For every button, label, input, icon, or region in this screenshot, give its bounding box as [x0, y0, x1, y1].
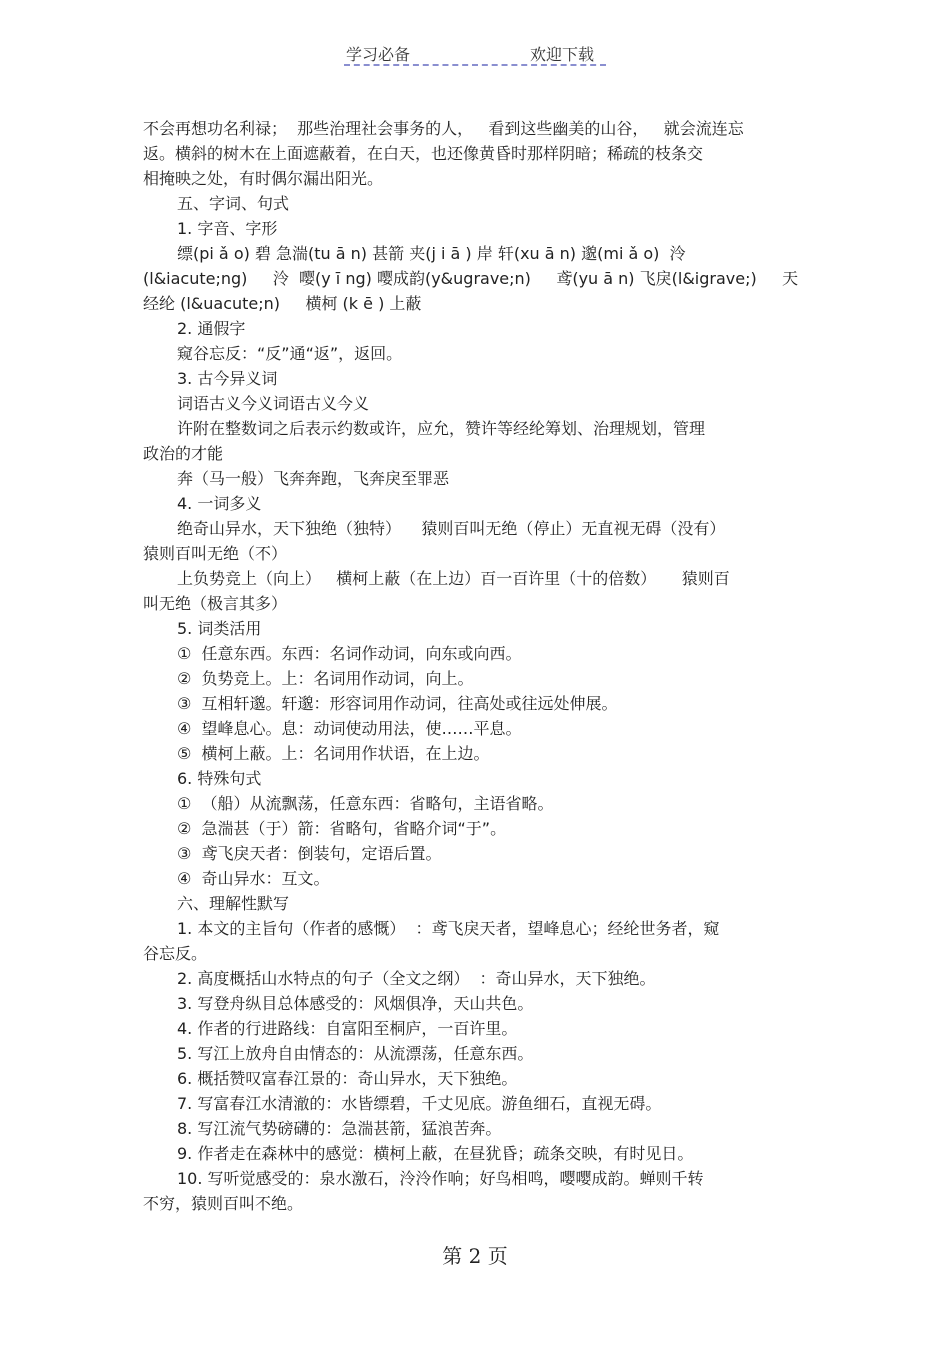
text-line: 2. 通假字 [177, 319, 246, 338]
header-right-text: 欢迎下载 [530, 45, 595, 64]
text-line: 10. 写听觉感受的：泉水激石，泠泠作响；好鸟相鸣，嘤嘤成韵。蝉则千转 [177, 1169, 704, 1188]
text-line: ④ 望峰息心。息：动词使动用法，使……平息。 [177, 719, 522, 738]
text-line: 相掩映之处，有时偶尔漏出阳光。 [143, 169, 384, 188]
text-line: 经纶 (l&uacute;n) 横柯 (k ē ) 上蔽 [143, 294, 422, 313]
text-line: ④ 奇山异水：互文。 [177, 869, 330, 888]
text-line: 许附在整数词之后表示约数或许，应允，赞许等经纶筹划、治理规划，管理 [177, 419, 706, 438]
text-line: 叫无绝（极言其多） [143, 594, 288, 613]
text-line: 猿则百叫无绝（不） [143, 544, 288, 563]
text-line: 不穷，猿则百叫不绝。 [143, 1194, 304, 1213]
text-line: 五、字词、句式 [177, 194, 290, 213]
text-line: 9. 作者走在森林中的感觉：横柯上蔽，在昼犹昏；疏条交映，有时见日。 [177, 1144, 694, 1163]
text-line: 返。横斜的树木在上面遮蔽着，在白天，也还像黄昏时那样阴暗；稀疏的枝条交 [143, 144, 704, 163]
text-line: 3. 写登舟纵目总体感受的：风烟俱净，天山共色。 [177, 994, 534, 1013]
text-line: 谷忘反。 [143, 944, 208, 963]
text-line: 缥(pi ǎ o) 碧 急湍(tu ā n) 甚箭 夹(j i ā ) 岸 轩(xu ā n) 邈(mi ǎ o) 泠 [177, 244, 686, 263]
text-line: 7. 写富春江水清澈的：水皆缥碧，千丈见底。游鱼细石，直视无碍。 [177, 1094, 662, 1113]
text-line: ② 急湍甚（于）箭：省略句，省略介词“于”。 [177, 819, 507, 838]
text-line: ② 负势竞上。上：名词用作动词，向上。 [177, 669, 474, 688]
page-header [344, 40, 606, 66]
text-line: 5. 写江上放舟自由情态的：从流漂荡，任意东西。 [177, 1044, 534, 1063]
text-line: 不会再想功名利禄； 那些治理社会事务的人， 看到这些幽美的山谷， 就会流连忘 [143, 119, 744, 138]
text-line: ⑤ 横柯上蔽。上：名词用作状语，在上边。 [177, 744, 490, 763]
text-line: 6. 概括赞叹富春江景的：奇山异水，天下独绝。 [177, 1069, 518, 1088]
text-line: 词语古义今义词语古义今义 [177, 394, 370, 413]
text-line: 8. 写江流气势磅礴的：急湍甚箭，猛浪苦奔。 [177, 1119, 502, 1138]
text-line: 政治的才能 [143, 444, 224, 463]
text-line: 4. 作者的行进路线：自富阳至桐庐，一百许里。 [177, 1019, 518, 1038]
text-line: 奔（马一般）飞奔奔跑，飞奔戾至罪恶 [177, 469, 450, 488]
text-line: 2. 高度概括山水特点的句子（全文之纲） ：奇山异水，天下独绝。 [177, 969, 656, 988]
text-line: (l&iacute;ng) 泠 嘤(y ī ng) 嘤成韵(y&ugrave;n) 鸢(yu ā n) 飞戾(l&igrave;) 天 [143, 269, 799, 288]
text-line: 上负势竞上（向上） 横柯上蔽（在上边）百一百许里（十的倍数） 猿则百 [177, 569, 730, 588]
text-line: 1. 本文的主旨句（作者的感慨） ：鸢飞戾天者，望峰息心；经纶世务者，窥 [177, 919, 720, 938]
text-line: 3. 古今异义词 [177, 369, 278, 388]
text-line: 5. 词类活用 [177, 619, 262, 638]
text-line: ③ 鸢飞戾天者：倒装句，定语后置。 [177, 844, 442, 863]
text-line: 窥谷忘反：“反”通“返”，返回。 [177, 344, 403, 363]
text-line: ① （船）从流飘荡，任意东西：省略句，主语省略。 [177, 794, 554, 813]
text-line: 1. 字音、字形 [177, 219, 278, 238]
text-line: 6. 特殊句式 [177, 769, 262, 788]
header-left-text: 学习必备 [346, 45, 411, 64]
text-line: 绝奇山异水，天下独绝（独特） 猿则百叫无绝（停止）无直视无碍（没有） [177, 519, 726, 538]
text-line: 4. 一词多义 [177, 494, 262, 513]
text-line: ① 任意东西。东西：名词作动词，向东或向西。 [177, 644, 522, 663]
text-line: 六、理解性默写 [177, 894, 290, 913]
document-body [143, 116, 813, 1216]
page-number: 第 2 页 [442, 1244, 508, 1268]
text-line: ③ 互相轩邈。轩邈：形容词用作动词，往高处或往远处伸展。 [177, 694, 618, 713]
